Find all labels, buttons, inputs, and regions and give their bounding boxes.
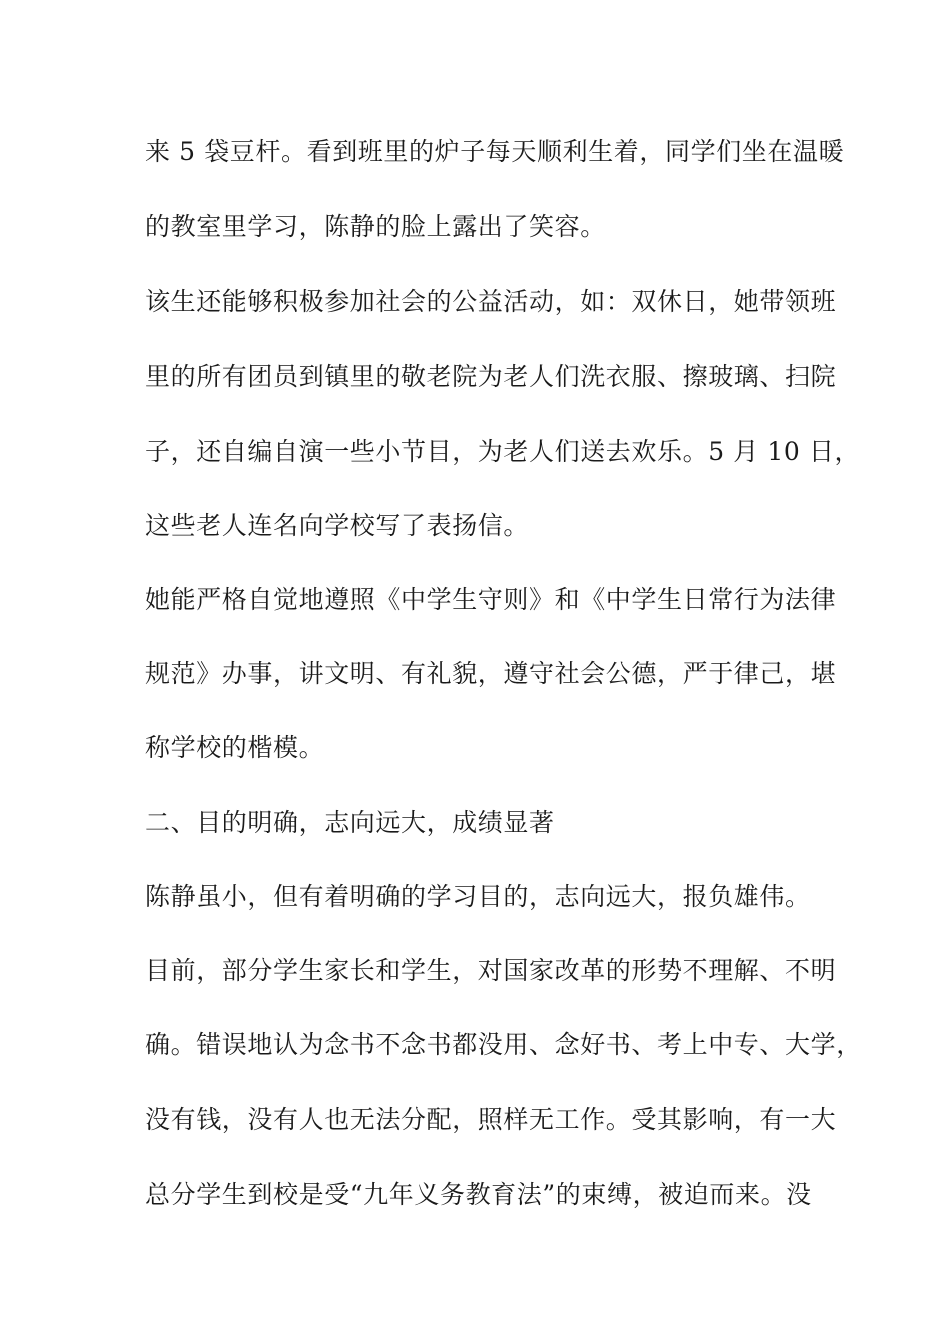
text-line: 陈静虽小，但有着明确的学习目的，志向远大，报负雄伟。	[145, 882, 811, 911]
section-heading: 二、目的明确，志向远大，成绩显著	[145, 808, 555, 837]
text-line: 称学校的楷模。	[145, 733, 325, 762]
text-line: 子，还自编自演一些小节目，为老人们送去欢乐。5 月 10 日，	[145, 437, 861, 466]
text-line: 这些老人连名向学校写了表扬信。	[145, 511, 530, 540]
text-line: 来 5 袋豆杆。看到班里的炉子每天顺利生着，同学们坐在温暖	[145, 137, 845, 166]
text-line: 规范》办事，讲文明、有礼貌，遵守社会公德，严于律己，堪	[145, 659, 837, 688]
text-line: 里的所有团员到镇里的敬老院为老人们洗衣服、擦玻璃、扫院	[145, 362, 837, 391]
text-line: 没有钱，没有人也无法分配，照样无工作。受其影响，有一大	[145, 1105, 837, 1134]
text-line: 该生还能够积极参加社会的公益活动，如：双休日，她带领班	[145, 287, 837, 316]
text-line: 确。错误地认为念书不念书都没用、念好书、考上中专、大学，	[145, 1030, 862, 1059]
text-line: 目前，部分学生家长和学生，对国家改革的形势不理解、不明	[145, 956, 837, 985]
text-line: 的教室里学习，陈静的脸上露出了笑容。	[145, 212, 606, 241]
text-line: 她能严格自觉地遵照《中学生守则》和《中学生日常行为法律	[145, 585, 837, 614]
text-line: 总分学生到校是受“九年义务教育法”的束缚，被迫而来。没	[145, 1180, 812, 1209]
